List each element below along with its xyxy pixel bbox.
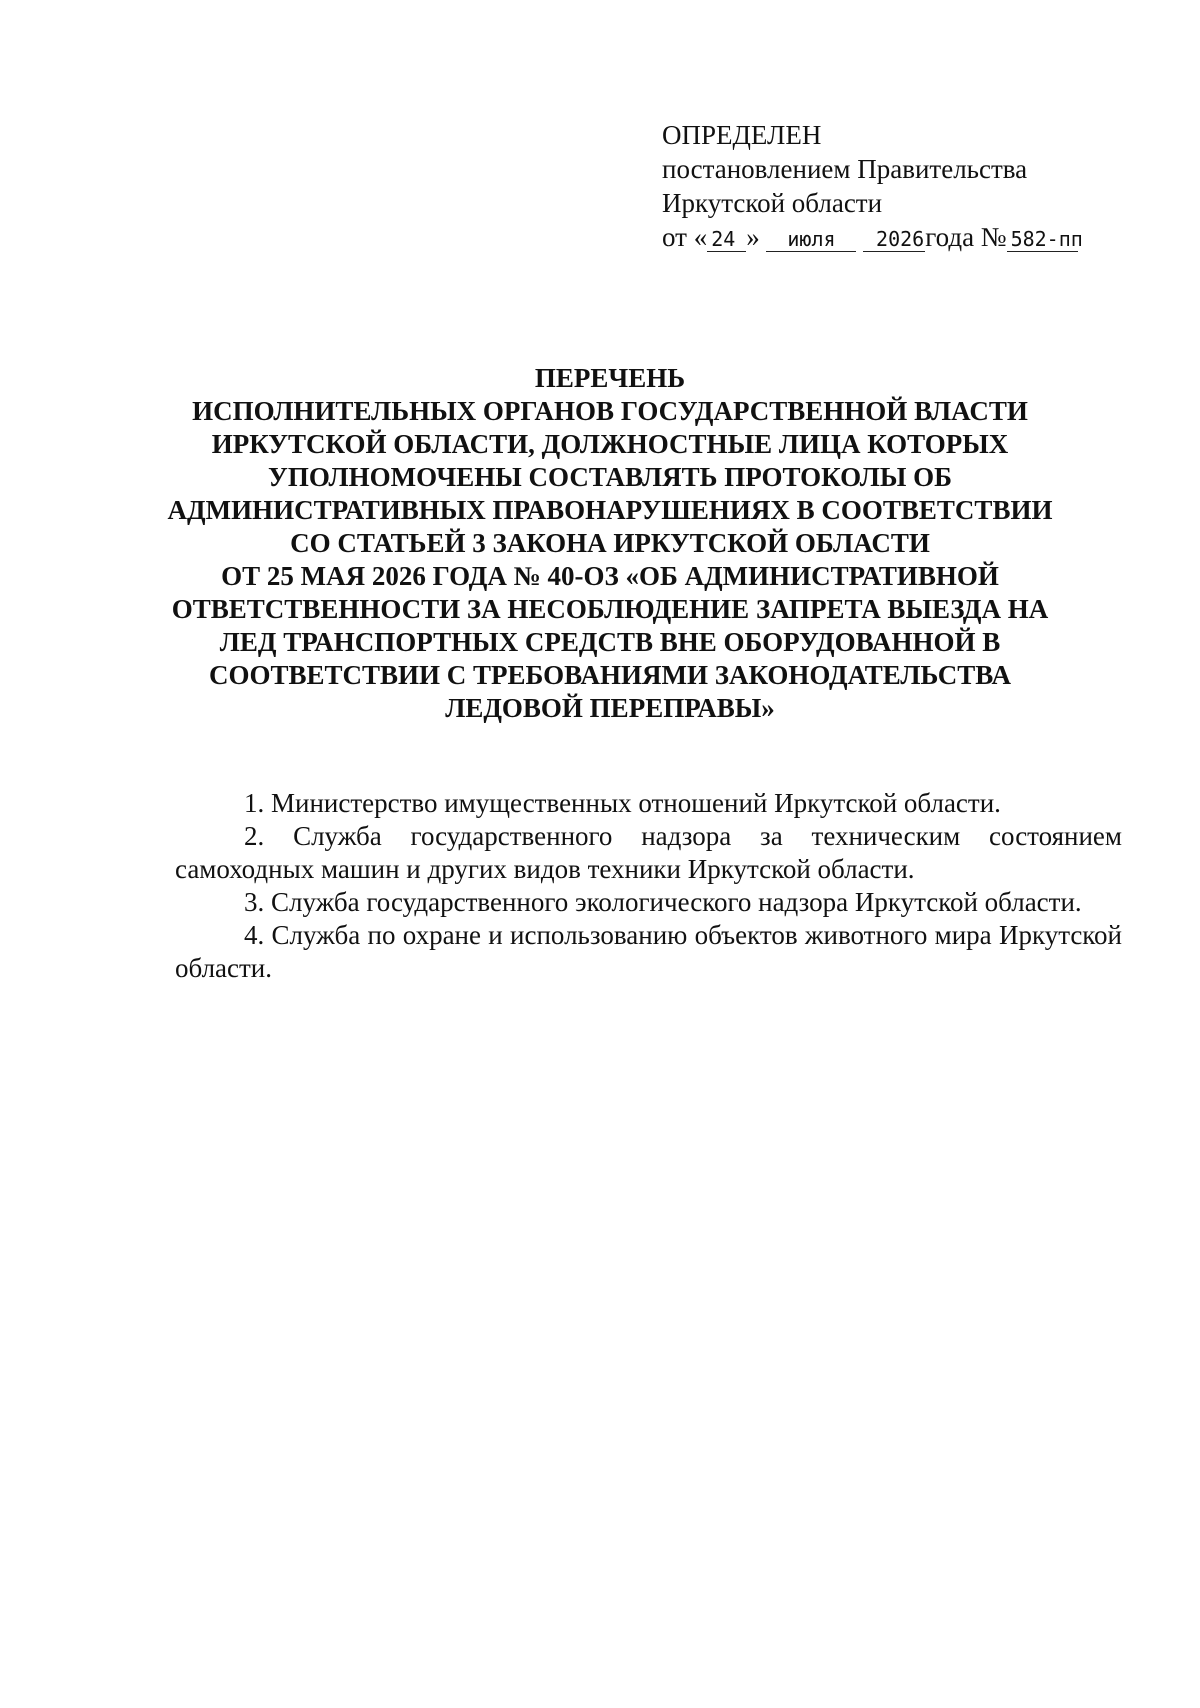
list-item: 3. Служба государственного экологического надзора Иркутской области. xyxy=(244,887,1082,917)
date-day: 24 xyxy=(707,227,746,252)
approval-stamp xyxy=(662,118,1132,254)
date-close-quote: » xyxy=(746,222,760,252)
list-item: 4. Служба по охране и использованию объектов животного мира Иркутской области. xyxy=(175,920,1122,983)
title-line: ЛЕД ТРАНСПОРТНЫХ СРЕДСТВ ВНЕ ОБОРУДОВАННОЙ В xyxy=(219,627,1001,657)
approval-line-resolution: постановлением Правительства xyxy=(662,154,1028,184)
date-prefix: от « xyxy=(662,222,708,252)
title-line: АДМИНИСТРАТИВНЫХ ПРАВОНАРУШЕНИЯХ В СООТВЕТСТВИИ xyxy=(167,495,1053,525)
document-title xyxy=(160,362,1060,725)
title-line: ИСПОЛНИТЕЛЬНЫХ ОРГАНОВ ГОСУДАРСТВЕННОЙ ВЛАСТИ xyxy=(192,396,1028,426)
title-line: ИРКУТСКОЙ ОБЛАСТИ, ДОЛЖНОСТНЫЕ ЛИЦА КОТОРЫХ xyxy=(211,429,1009,459)
title-line: ПЕРЕЧЕНЬ xyxy=(534,363,686,393)
title-line: УПОЛНОМОЧЕНЫ СОСТАВЛЯТЬ ПРОТОКОЛЫ ОБ xyxy=(268,462,952,492)
year-number-label: года № xyxy=(925,222,1007,252)
list-item: 2. Служба государственного надзора за техническим состоянием самоходных машин и других видов техники Иркутской области. xyxy=(175,821,1122,884)
list-item: 1. Министерство имущественных отношений Иркутской области. xyxy=(244,788,1001,818)
date-month: июля xyxy=(766,227,856,252)
date-year: 2026 xyxy=(863,227,925,252)
approval-heading: ОПРЕДЕЛЕН xyxy=(662,120,822,150)
title-line: СООТВЕТСТВИИ С ТРЕБОВАНИЯМИ ЗАКОНОДАТЕЛЬСТВА xyxy=(208,660,1012,690)
title-line: ЛЕДОВОЙ ПЕРЕПРАВЫ» xyxy=(445,693,775,723)
approval-date-line xyxy=(662,220,1132,254)
title-line: ОТ 25 МАЯ 2026 ГОДА № 40-ОЗ «ОБ АДМИНИСТРАТИВНОЙ xyxy=(221,561,999,591)
agency-list xyxy=(175,787,1122,985)
resolution-number: 582-пп xyxy=(1007,227,1078,252)
title-line: ОТВЕТСТВЕННОСТИ ЗА НЕСОБЛЮДЕНИЕ ЗАПРЕТА ВЫЕЗДА НА xyxy=(171,594,1049,624)
approval-line-region: Иркутской области xyxy=(662,188,883,218)
title-line: СО СТАТЬЕЙ 3 ЗАКОНА ИРКУТСКОЙ ОБЛАСТИ xyxy=(290,528,930,558)
